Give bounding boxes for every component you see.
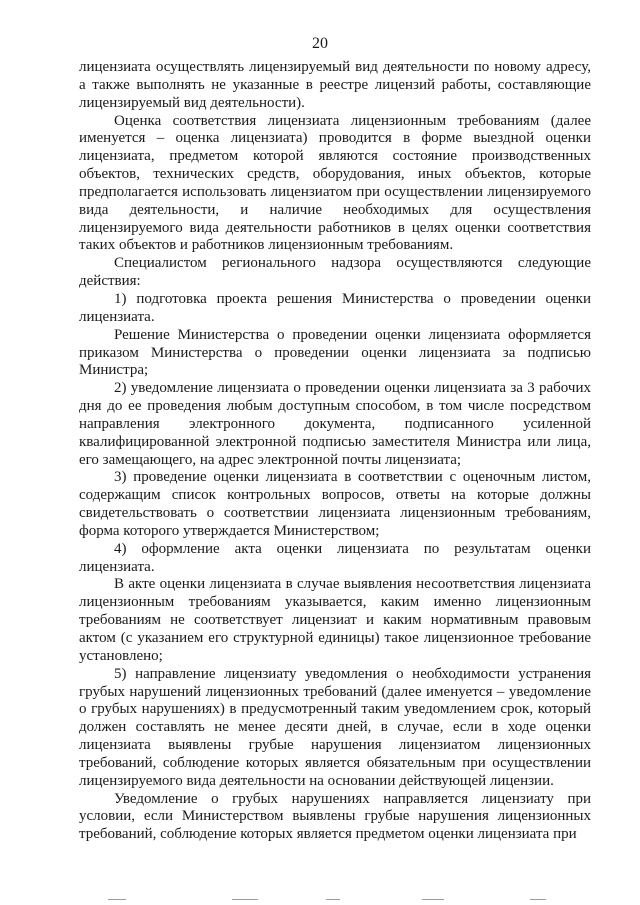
paragraph: лицензиата осуществлять лицензируемый вид деятельности по новому адресу, а также выполнять не указанные в реестре лицензий работы, составляющие лицензируемый вид деятельности).	[79, 59, 591, 111]
paragraph: 5) направление лицензиату уведомления о необходимости устранения грубых нарушений лицензионных требований (далее именуется – уведомление о грубых нарушениях) в предусмотренный таким уведомлением срок, который должен составлять не менее десяти дней, в случае, если в ходе оценки лицензиата выявлены грубые нарушения лицензиатом лицензионных требований, соблюдение которых является обязательным при осуществлении лицензируемого вида деятельности на основании действующей лицензии.	[79, 665, 591, 789]
scan-mark	[326, 899, 340, 900]
paragraph: Решение Министерства о проведении оценки лицензиата оформляется приказом Министерства о проведении оценки лицензиата за подписью Министра;	[79, 326, 591, 379]
document-body	[79, 59, 591, 844]
paragraph: 4) оформление акта оценки лицензиата по результатам оценки лицензиата.	[79, 540, 591, 575]
paragraph: 2) уведомление лицензиата о проведении оценки лицензиата за 3 рабочих дня до ее проведения любым доступным способом, в том числе посредством направления электронного документа, подписанного усиленной квалифицированной электронной подписью заместителя Министра или лица, его замещающего, на адрес электронной почты лицензиата;	[79, 380, 591, 468]
scan-mark	[108, 899, 126, 900]
scan-mark	[232, 899, 258, 900]
scan-mark	[422, 899, 444, 900]
paragraph: Оценка соответствия лицензиата лицензионным требованиям (далее именуется – оценка лицензиата) проводится в форме выездной оценки лицензиата, предметом которой являются состояние производственных объектов, технических средств, оборудования, иных объектов, которые предполагается использовать лицензиатом при осуществлении лицензируемого вида деятельности, и наличие необходимых для осуществления лицензируемого вида деятельности работников в целях оценки соответствия таких объектов и работников лицензионным требованиям.	[79, 112, 591, 254]
paragraph: В акте оценки лицензиата в случае выявления несоответствия лицензиата лицензионным требованиям указывается, каким именно лицензионным требованиям не соответствует лицензиат и каким нормативным правовым актом (с указанием его структурной единицы) такое лицензионное требование установлено;	[79, 576, 591, 664]
page-number: 20	[312, 35, 328, 52]
paragraph: Специалистом регионального надзора осуществляются следующие действия:	[79, 255, 591, 290]
scan-mark	[530, 899, 546, 900]
scan-artifacts	[0, 893, 640, 905]
paragraph: 3) проведение оценки лицензиата в соответствии с оценочным листом, содержащим список контрольных вопросов, ответы на которые должны свидетельствовать о соответствии лицензиата лицензионным требованиям, форма которого утверждается Министерством;	[79, 469, 591, 539]
paragraph: Уведомление о грубых нарушениях направляется лицензиату при условии, если Министерством выявлены грубые нарушения лицензионных требований, соблюдение которых является предметом оценки лицензиата при	[79, 790, 591, 843]
paragraph: 1) подготовка проекта решения Министерства о проведении оценки лицензиата.	[79, 290, 591, 325]
